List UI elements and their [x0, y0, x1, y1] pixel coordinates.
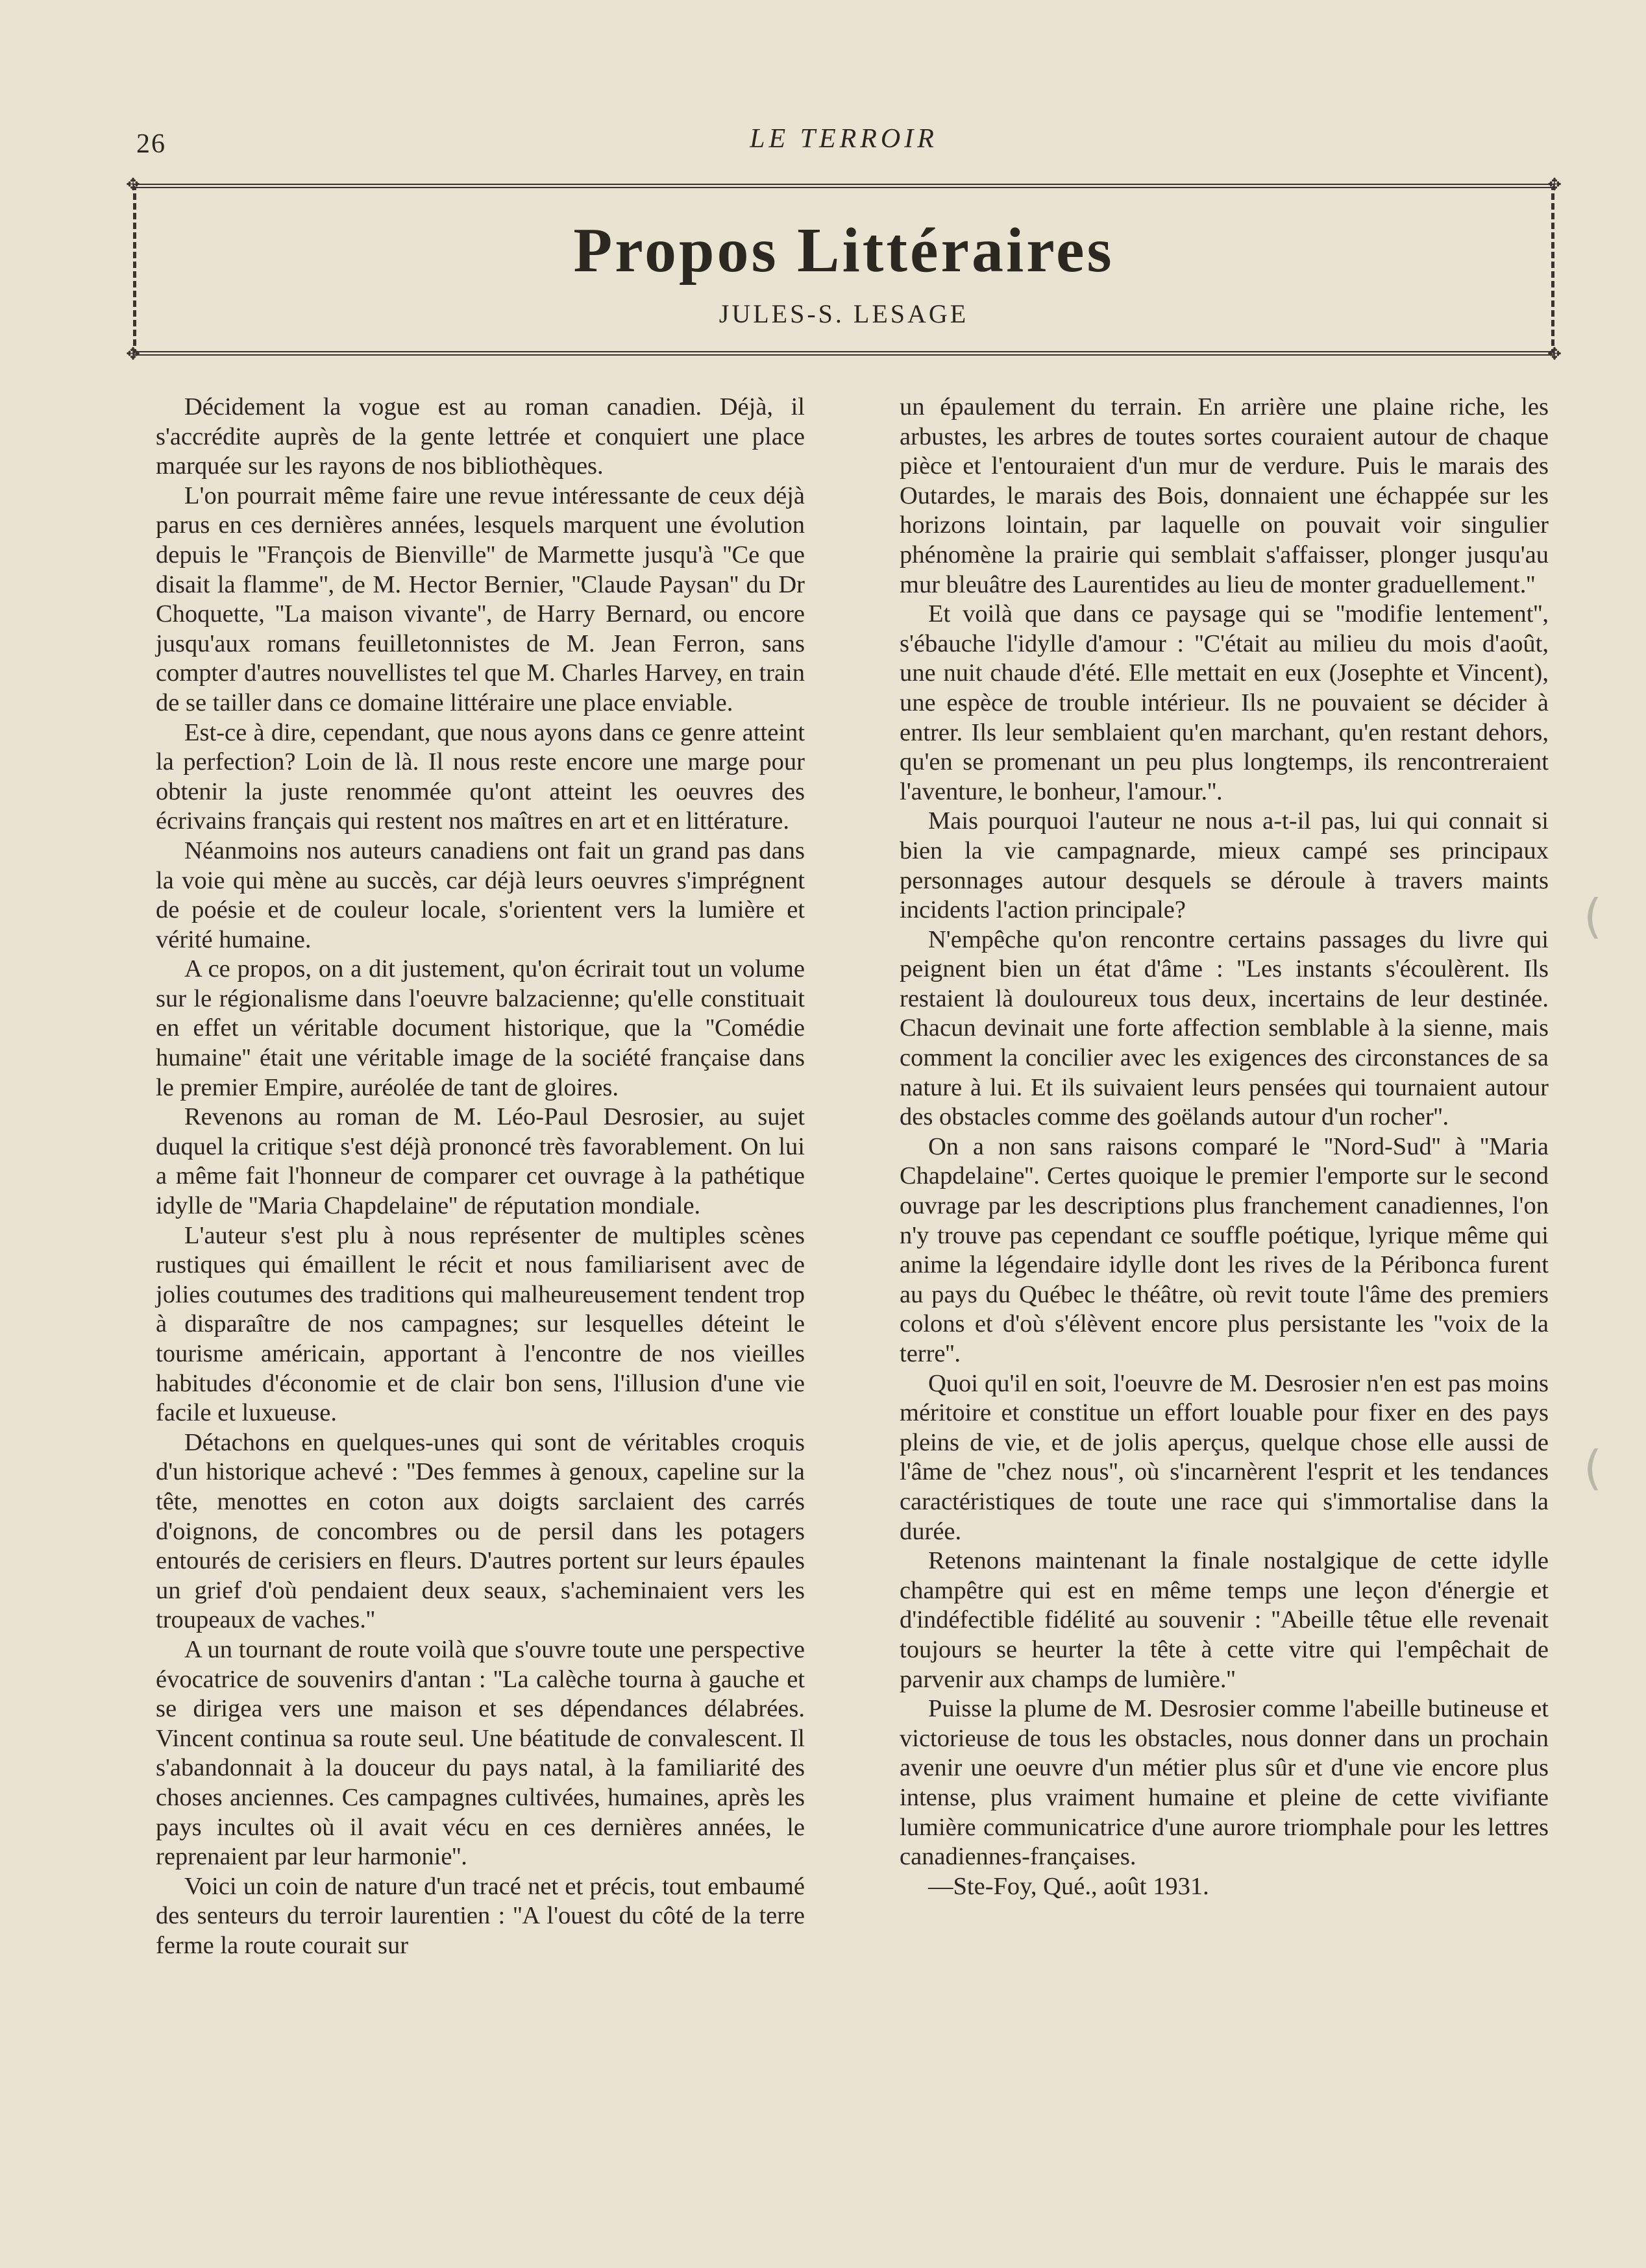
paragraph: On a non sans raisons comparé le ''Nord-Sud'' à ''Maria Chapdelaine''. Certes quoique le premier l'emporte sur le second ouvrage par les descriptions plus franchement canadiennes, l'on n'y trouve pas cependant ce souffle poétique, lyrique même qui anime la légendaire idylle dont les rives de la Péribonca furent au pays du Québec le théâtre, où revit toute l'âme des premiers colons et d'où s'élèvent encore plus persistante les ''voix de la terre''.: [900, 1132, 1549, 1367]
journal-title: LE TERROIR: [750, 124, 938, 154]
paragraph: N'empêche qu'on rencontre certains passages du livre qui peignent bien un état d'âme : ''Les instants s'écoulèrent. Ils restaient là douloureux tous deux, incertains de leur destinée. Chacun devinait une forte affection semblable à la sienne, mais comment la concilier avec les exigences des circonstances de sa nature à lui. Et ils suivaient leurs pensées qui tournaient autour des obstacles comme des goëlands autour d'un rocher''.: [900, 925, 1549, 1131]
paragraph: Détachons en quelques-unes qui sont de véritables croquis d'un historique achevé : ''Des femmes à genoux, capeline sur la tête, menottes en coton aux doigts sarclaient des carrés d'oignons, de concombres ou de persil dans les potagers entourés de cerisiers en fleurs. D'autres portent sur leurs épaules un grief d'où pendaient deux seaux, s'acheminaient vers les troupeaux de vaches.'': [156, 1428, 805, 1634]
frame-corner-ornament: ✥: [1547, 175, 1562, 194]
article-title: Propos Littéraires: [573, 215, 1114, 286]
right-column: [900, 393, 1549, 1901]
paragraph: A ce propos, on a dit justement, qu'on écrirait tout un volume sur le régionalisme dans l'oeuvre balzacienne; qu'elle constituait en effet un véritable document historique, que la ''Comédie humaine'' était une véritable image de la société française dans le premier Empire, auréolée de tant de gloires.: [156, 955, 805, 1101]
paragraph: Voici un coin de nature d'un tracé net et précis, tout embaumé des senteurs du terroir laurentien : ''A l'ouest du côté de la terre ferme la route courait sur: [156, 1872, 805, 1959]
paragraph: L'on pourrait même faire une revue intéressante de ceux déjà parus en ces dernières années, lesquels marquent une évolution depuis le ''François de Bienville'' de Marmette jusqu'à ''Ce que disait la flamme'', de M. Hector Bernier, ''Claude Paysan'' du Dr Choquette, ''La maison vivante'', de Harry Bernard, ou encore jusqu'aux romans feuilletonnistes de M. Jean Ferron, sans compter d'autres nouvellistes tel que M. Charles Harvey, en train de se tailler dans ce domaine littéraire une place enviable.: [156, 482, 805, 716]
paragraph: Décidement la vogue est au roman canadien. Déjà, il s'accrédite auprès de la gente lettrée et conquiert une place marquée sur les rayons de nos bibliothèques.: [156, 393, 805, 480]
paragraph: Retenons maintenant la finale nostalgique de cette idylle champêtre qui est en même temps une leçon d'énergie et d'indéfectible fidélité au souvenir : ''Abeille têtue elle revenait toujours se heurter la tête à cette vitre qui l'empêchait de parvenir aux champs de lumière.'': [900, 1547, 1549, 1693]
frame-corner-ornament: ✥: [1547, 345, 1562, 363]
margin-mark: (: [1584, 1441, 1603, 1495]
paragraph: Est-ce à dire, cependant, que nous ayons dans ce genre atteint la perfection? Loin de là. Il nous reste encore une marge pour obtenir la juste renommée qu'ont atteint les oeuvres des écrivains français qui restent nos maîtres en art et en littérature.: [156, 718, 805, 835]
paragraph: A un tournant de route voilà que s'ouvre toute une perspective évocatrice de souvenirs d'antan : ''La calèche tourna à gauche et se dirigea vers une maison et ses dépendances délabrées. Vincent continua sa route seul. Une béatitude de convalescent. Il s'abandonnait à la douceur du pays natal, à la familiarité des choses anciennes. Ces campagnes cultivées, humaines, après les pays incultes où il avait vécu en ces dernières années, le reprenaient par leur harmonie''.: [156, 1635, 805, 1871]
paragraph: Mais pourquoi l'auteur ne nous a-t-il pas, lui qui connait si bien la vie campagnarde, mieux campé ses principaux personnages autour desquels se déroule à travers maints incidents l'action principale?: [900, 807, 1549, 924]
paragraph: Revenons au roman de M. Léo-Paul Desrosier, au sujet duquel la critique s'est déjà prononcé très favorablement. On lui a même fait l'honneur de comparer cet ouvrage à la pathétique idylle de ''Maria Chapdelaine'' de réputation mondiale.: [156, 1103, 805, 1220]
paragraph: L'auteur s'est plu à nous représenter de multiples scènes rustiques qui émaillent le récit et nous familiarisent avec de jolies coutumes des traditions qui malheureusement tendent trop à disparaître de nos campagnes; sur lesquelles déteint le tourisme américain, apportant à l'encontre de nos vieilles habitudes d'économie et de clair bon sens, l'illusion d'une vie facile et luxueuse.: [156, 1221, 805, 1427]
signoff: —Ste-Foy, Qué., août 1931.: [928, 1872, 1209, 1900]
left-column: [156, 393, 805, 1960]
paragraph: Puisse la plume de M. Desrosier comme l'abeille butineuse et victorieuse de tous les obstacles, nous donner dans un prochain avenir une oeuvre d'un métier plus sûr et d'une vie encore plus intense, plus vraiment humaine et pleine de cette vivifiante lumière communicatrice d'une aurore triomphale pour les lettres canadiennes-françaises.: [900, 1695, 1549, 1871]
running-head: [130, 123, 1558, 162]
title-frame: [126, 175, 1562, 363]
margin-mark: (: [1584, 889, 1603, 944]
paragraph: Et voilà que dans ce paysage qui se ''modifie lentement'', s'ébauche l'idylle d'amour : ''C'était au milieu du mois d'août, une nuit chaude d'été. Elle mettait en eux (Josephte et Vincent), une espèce de trouble intérieur. Ils ne pouvaient se décider à entrer. Ils leur semblaient qu'en marchant, qu'en restant dehors, qu'en se promenant un peu plus longtemps, ils rencontreraient l'aventure, le bonheur, l'amour.''.: [900, 600, 1549, 805]
paragraph: Néanmoins nos auteurs canadiens ont fait un grand pas dans la voie qui mène au succès, car déjà leurs oeuvres s'imprégnent de poésie et de couleur locale, s'orientent vers la lumière et vérité humaine.: [156, 836, 805, 953]
frame-corner-ornament: ✥: [126, 345, 140, 363]
page-number: 26: [136, 129, 166, 159]
article-author: JULES-S. LESAGE: [719, 299, 969, 328]
paragraph: Quoi qu'il en soit, l'oeuvre de M. Desrosier n'en est pas moins méritoire et constitue un effort louable pour fixer en des pays pleins de vie, et de jolis aperçus, quelque chose elle aussi de l'âme de ''chez nous'', où s'incarnèrent l'esprit et les tendances caractéristiques de toute une race qui s'immortalise dans la durée.: [900, 1369, 1549, 1545]
frame-corner-ornament: ✥: [126, 175, 140, 194]
paragraph: un épaulement du terrain. En arrière une plaine riche, les arbustes, les arbres de toutes sortes couraient autour de chaque pièce et l'entouraient d'un mur de verdure. Puis le marais des Outardes, le marais des Bois, donnaient une échappée sur les horizons lointain, par laquelle on pouvait voir singulier phénomène la prairie qui semblait s'affaisser, plonger jusqu'au mur bleuâtre des Laurentides au lieu de monter graduellement.'': [900, 393, 1549, 598]
